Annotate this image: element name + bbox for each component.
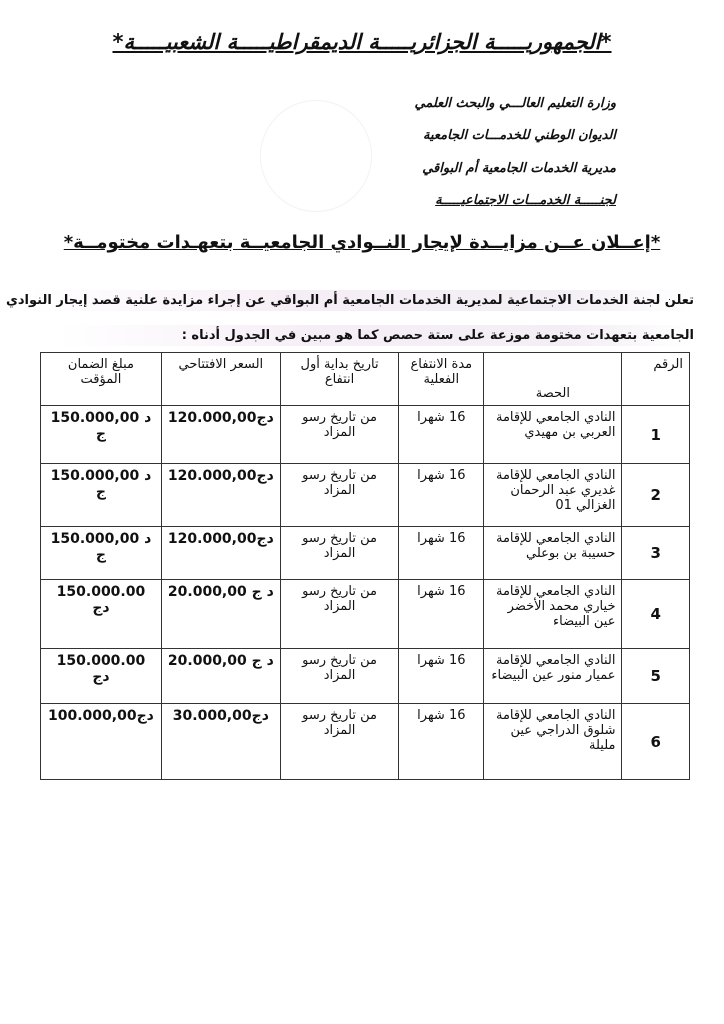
table-row	[41, 580, 690, 649]
duration-cell: 16 شهرا	[399, 649, 484, 704]
start-date-cell: من تاريخ رسو المزاد	[280, 580, 399, 649]
start-date-cell: من تاريخ رسو المزاد	[280, 704, 399, 780]
announcement-paragraph-line1: تعلن لجنة الخدمات الاجتماعية لمديرية الخدمات الجامعية أم البواقي عن إجراء مزايدة علنية قصد إيجار النوادي	[30, 290, 694, 311]
lot-number: 2	[622, 464, 690, 527]
lot-name: النادي الجامعي للإقامة خياري محمد الأخضر عين البيضاء	[484, 580, 622, 649]
start-date-cell: من تاريخ رسو المزاد	[280, 464, 399, 527]
lot-name: النادي الجامعي للإقامة غديري عبد الرحمان الغزالي 01	[484, 464, 622, 527]
guarantee-cell: 150.000.00 دج	[41, 580, 162, 649]
opening-price-cell: 120.000,00دج	[161, 527, 280, 580]
duration-cell: 16 شهرا	[399, 464, 484, 527]
lot-name: النادي الجامعي للإقامة شلوق الدراجي عين مليلة	[484, 704, 622, 780]
header-number: الرقم	[622, 353, 690, 406]
lot-number: 5	[622, 649, 690, 704]
lot-name: النادي الجامعي للإقامة حسيبة بن بوعلي	[484, 527, 622, 580]
duration-cell: 16 شهرا	[399, 527, 484, 580]
guarantee-cell: 150.000.00 دج	[41, 649, 162, 704]
header-lot: الحصة	[484, 353, 622, 406]
guarantee-cell: 150.000,00 د ج	[41, 527, 162, 580]
guarantee-cell: 150.000,00 د ج	[41, 406, 162, 464]
table-row	[41, 406, 690, 464]
lot-name: النادي الجامعي للإقامة العربي بن مهيدي	[484, 406, 622, 464]
lot-number: 1	[622, 406, 690, 464]
org-line-committee: لجنـــــة الخدمـــات الاجتماعيـــــة	[435, 193, 616, 208]
duration-cell: 16 شهرا	[399, 704, 484, 780]
opening-price-cell: 30.000,00دج	[161, 704, 280, 780]
org-line-office: الديوان الوطني للخدمـــات الجامعية	[423, 128, 616, 143]
announcement-title: *إعــلان عــن مزايــدة لإيجار النــوادي الجامعيــة بتعهـدات مختومــة*	[63, 232, 661, 253]
header-duration: مدة الانتفاع الفعلية	[399, 353, 484, 406]
table-header-row	[41, 353, 690, 406]
table-row	[41, 704, 690, 780]
lot-number: 4	[622, 580, 690, 649]
start-date-cell: من تاريخ رسو المزاد	[280, 406, 399, 464]
start-date-cell: من تاريخ رسو المزاد	[280, 527, 399, 580]
header-guarantee: مبلغ الضمان المؤقت	[41, 353, 162, 406]
header-opening-price: السعر الافتتاحي	[161, 353, 280, 406]
announcement-paragraph-line2: الجامعية بتعهدات مختومة موزعة على ستة حصص كما هو مبين في الجدول أدناه :	[60, 325, 694, 346]
lot-number: 6	[622, 704, 690, 780]
org-line-directorate: مديرية الخدمات الجامعية أم البواقي	[422, 161, 616, 176]
duration-cell: 16 شهرا	[399, 406, 484, 464]
opening-price-cell: 20.000,00 د ج	[161, 580, 280, 649]
org-line-ministry: وزارة التعليم العالـــي والبحث العلمي	[414, 96, 616, 111]
opening-price-cell: 120.000,00دج	[161, 406, 280, 464]
faint-stamp	[260, 100, 372, 212]
guarantee-cell: 100.000,00دج	[41, 704, 162, 780]
opening-price-cell: 120.000,00دج	[161, 464, 280, 527]
table-row	[41, 649, 690, 704]
lot-name: النادي الجامعي للإقامة عميار منور عين البيضاء	[484, 649, 622, 704]
republic-title: *الجمهوريـــــة الجزائريـــــة الديمقراطيـــــة الشعبيـــــة*	[112, 30, 612, 54]
lot-number: 3	[622, 527, 690, 580]
guarantee-cell: 150.000,00 د ج	[41, 464, 162, 527]
table-row	[41, 464, 690, 527]
lots-table	[40, 352, 690, 780]
opening-price-cell: 20.000,00 د ج	[161, 649, 280, 704]
table-row	[41, 527, 690, 580]
start-date-cell: من تاريخ رسو المزاد	[280, 649, 399, 704]
header-start-date: تاريخ بداية أول انتفاع	[280, 353, 399, 406]
duration-cell: 16 شهرا	[399, 580, 484, 649]
